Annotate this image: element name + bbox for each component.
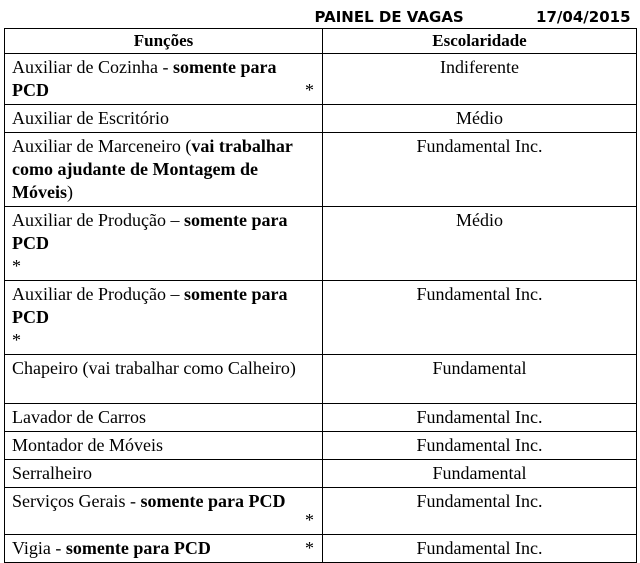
funcao-text: Serviços Gerais [12,491,126,511]
funcao-cell [5,133,323,207]
table-row [5,488,637,535]
escolaridade-cell: Médio [323,207,637,281]
table-row [5,432,637,460]
funcao-text: Chapeiro (vai trabalhar como Calheiro) [12,358,296,378]
column-header-row [5,29,637,54]
funcao-separator: – [165,210,184,230]
funcao-note: somente para PCD [12,57,277,100]
vacancy-table [4,4,637,563]
column-header-funcoes: Funções [5,29,323,54]
funcao-text: Montador de Móveis [12,435,163,455]
funcao-close-paren: ) [66,182,73,202]
table-row [5,54,637,105]
escolaridade-cell: Fundamental Inc. [323,432,637,460]
funcao-cell [5,488,323,535]
funcao-text: Auxiliar de Produção [12,284,166,304]
funcao-text: Auxiliar de Cozinha [12,57,158,77]
table-row [5,105,637,133]
funcao-separator: - [50,538,66,558]
asterisk-marker: * [305,80,314,100]
asterisk-marker: * [305,538,314,558]
funcao-text: Auxiliar de Marceneiro ( [12,136,192,156]
asterisk-marker: * [12,256,21,276]
funcao-note: vai trabalhar como ajudante de Montagem de Móveis [12,136,293,202]
escolaridade-cell: Indiferente [323,54,637,105]
funcao-cell [5,460,323,488]
funcao-separator: - [125,491,141,511]
funcao-cell [5,355,323,404]
asterisk-marker: * [305,510,314,530]
escolaridade-cell: Fundamental Inc. [323,404,637,432]
funcao-text: Auxiliar de Produção [12,210,166,230]
funcao-cell [5,105,323,133]
funcao-cell [5,535,323,563]
escolaridade-cell: Fundamental [323,355,637,404]
table-row [5,355,637,404]
funcao-cell [5,432,323,460]
escolaridade-cell: Fundamental Inc. [323,535,637,563]
column-header-escolaridade: Escolaridade [323,29,637,54]
funcao-separator: – [165,284,184,304]
funcao-note: somente para PCD [12,210,288,253]
asterisk-marker: * [12,330,21,350]
funcao-cell [5,281,323,355]
funcao-text: Serralheiro [12,463,92,483]
funcao-note: somente para PCD [140,491,286,511]
escolaridade-cell: Fundamental Inc. [323,133,637,207]
funcao-separator: - [157,57,173,77]
funcao-note: somente para PCD [12,284,288,327]
funcao-text: Vigia [12,538,51,558]
funcao-note: somente para PCD [65,538,211,558]
table-row [5,404,637,432]
funcao-cell [5,207,323,281]
escolaridade-cell: Médio [323,105,637,133]
escolaridade-cell: Fundamental [323,460,637,488]
table-row [5,460,637,488]
funcao-cell [5,54,323,105]
funcao-text: Auxiliar de Escritório [12,108,169,128]
panel-header [5,4,637,28]
funcao-text: Lavador de Carros [12,407,146,427]
panel-date: 17/04/2015 [536,8,631,26]
table-row [5,281,637,355]
table-row [5,207,637,281]
vacancy-panel-document [4,4,636,563]
panel-title: PAINEL DE VAGAS [314,8,464,26]
escolaridade-cell: Fundamental Inc. [323,281,637,355]
table-row [5,133,637,207]
escolaridade-cell: Fundamental Inc. [323,488,637,535]
table-row [5,535,637,563]
funcao-cell [5,404,323,432]
